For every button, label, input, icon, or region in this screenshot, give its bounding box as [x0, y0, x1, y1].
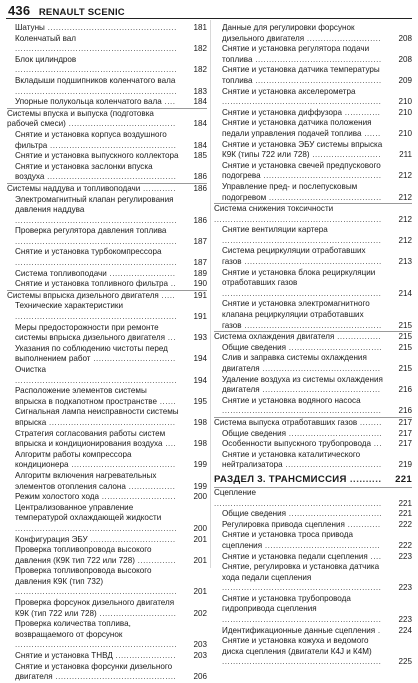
toc-entry — [7, 651, 207, 662]
toc-page-number: 222 — [398, 540, 412, 550]
toc-entry — [214, 552, 412, 563]
toc-page-number: 210 — [398, 107, 412, 117]
toc-page-number: 183 — [193, 86, 207, 96]
dot-leader: ............................ — [96, 608, 177, 618]
dot-leader: ............................................................. — [214, 214, 382, 224]
toc-entry-title: Сцепление — [214, 487, 256, 497]
toc-entry — [214, 375, 412, 396]
dot-leader: ......................................... — [266, 192, 382, 202]
toc-page-number: 221 — [398, 509, 412, 519]
toc-page-number: 184 — [193, 97, 207, 107]
toc-page-number: 186 — [193, 183, 207, 193]
toc-page-number: 209 — [398, 75, 412, 85]
toc-page-number: 186 — [193, 215, 207, 225]
toc-entry — [7, 55, 207, 76]
dot-leader: ........................................... — [260, 171, 382, 181]
toc-entry — [214, 429, 412, 440]
toc-page-number: 208 — [398, 33, 412, 43]
dot-leader: .............. — [134, 555, 177, 565]
toc-page-number: 190 — [193, 279, 207, 289]
toc-entry-title: Алгоритм включения нагревательных элементов отопления салона — [15, 470, 157, 491]
dot-leader: ........................................................... — [15, 640, 178, 650]
toc-entry-title: Коленчатый вал — [15, 33, 76, 43]
toc-entry — [7, 301, 207, 322]
dot-leader: .......................................... — [262, 540, 381, 550]
toc-page-number: 214 — [398, 288, 412, 298]
toc-entry — [214, 562, 412, 594]
toc-entry-title: Упорные полукольца коленчатого вала — [15, 97, 162, 107]
dot-leader: .................................................. — [241, 320, 382, 330]
toc-page-number: 212 — [398, 235, 412, 245]
toc-page-number: 215 — [398, 364, 412, 373]
toc-page-number: 199 — [193, 481, 207, 491]
toc-page-number: 186 — [193, 172, 207, 182]
dot-leader: .................................. — [286, 428, 383, 438]
toc-entry — [214, 65, 412, 86]
dot-leader: ...... — [361, 128, 381, 138]
toc-entry-title: Проверка регулятора давления топлива — [15, 226, 167, 236]
toc-entry — [7, 535, 207, 546]
toc-entry-title: Особенности выпускного трубопровода — [222, 439, 372, 449]
dot-leader: ............................................... — [44, 172, 177, 182]
toc-entry-title: Снятие и установка форсунки дизельного двигателя — [15, 661, 173, 682]
toc-page-number: 212 — [398, 214, 412, 224]
toc-entry — [214, 140, 412, 161]
toc-entry-title: Снятие и установка корпуса воздушного фильтра — [15, 129, 167, 150]
toc-entry-title: Снятие и установка турбокомпрессора — [15, 247, 162, 257]
toc-entry-title: Система охлаждения двигателя — [214, 332, 335, 342]
toc-entry-title: Снятие и установка троса привода сцепления — [222, 530, 353, 550]
toc-entry-title: Снятие и установка водяного насоса — [222, 395, 361, 405]
toc-entry-title: Алгоритм работы компрессора кондиционера — [15, 449, 132, 470]
dot-leader: .......................................................... — [222, 657, 382, 667]
toc-entry-title: РАЗДЕЛ 3. ТРАНСМИССИЯ — [214, 473, 347, 485]
toc-page-number: 210 — [398, 97, 412, 107]
toc-entry-title: Проверка количества топлива, возвращаемого от форсунок — [15, 619, 131, 639]
toc-page-number: 203 — [193, 651, 207, 661]
dot-leader: ...... — [157, 396, 177, 406]
toc-entry — [7, 195, 207, 227]
dot-leader: .............................................. — [46, 417, 176, 427]
toc-entry-title: Сигнальная лампа неисправности системы впрыска — [15, 407, 179, 427]
toc-entry — [7, 619, 207, 651]
toc-entry — [7, 279, 207, 290]
toc-page-number: 198 — [193, 439, 207, 449]
toc-page-number: 203 — [193, 640, 207, 650]
toc-entry — [214, 626, 412, 637]
toc-entry-title: Система снижения токсичности — [214, 204, 334, 214]
toc-entry — [214, 353, 412, 374]
toc-entry-title: Снятие вентиляции картера — [222, 225, 328, 235]
toc-entry-title: Общие сведения — [222, 428, 287, 438]
toc-entry-title: Снятие и установка датчика температуры топлива — [222, 65, 380, 85]
dot-leader: ............................................ — [52, 672, 177, 682]
toc-entry-title: Системы впуска и выпуска (подготовка рабочей смеси) — [7, 108, 154, 129]
toc-entry — [214, 530, 412, 551]
toc-page-number: 198 — [193, 417, 207, 427]
toc-entry-title: Удаление воздуха из системы охлаждения двигателя — [222, 374, 383, 395]
toc-page-number: 202 — [193, 608, 207, 618]
toc-entry-title: Снятие, регулировка и установка датчика хода педали сцепления — [222, 562, 380, 582]
toc-entry — [7, 503, 207, 535]
running-title: RENAULT SCENIC — [38, 7, 125, 18]
toc-right-column — [214, 23, 412, 668]
toc-page-number: 223 — [398, 615, 412, 625]
toc-entry-title: Система выпуска отработавших газов — [214, 417, 358, 427]
toc-page-number: 215 — [398, 332, 412, 342]
toc-entry-title: Снятие и установка ЭБУ системы впрыска К9К (типы 722 или 728) — [222, 139, 383, 160]
toc-section-heading — [214, 417, 412, 429]
toc-page-number: 201 — [193, 534, 207, 544]
toc-page-number: 191 — [193, 290, 207, 300]
toc-entry — [7, 226, 207, 247]
toc-entry-title: Проверка топливопровода высокого давления (К9К тип 722 или 728) — [15, 545, 152, 565]
dot-leader: .............................. — [90, 354, 176, 364]
toc-entry — [7, 429, 207, 450]
dot-leader: ............................... — [87, 534, 176, 544]
dot-leader: ........................................... — [259, 385, 381, 395]
toc-page-number: 208 — [398, 54, 412, 64]
dot-leader: ................ — [334, 332, 382, 342]
toc-entry — [7, 76, 207, 97]
toc-entry-title: Регулировка привода сцепления — [222, 519, 345, 529]
dot-leader: ........ — [357, 417, 382, 427]
toc-page-number: 194 — [193, 354, 207, 364]
toc-page-number: 189 — [193, 268, 207, 278]
toc-entry — [214, 439, 412, 450]
toc-page-number: 212 — [398, 171, 412, 181]
toc-section-heading — [7, 290, 207, 302]
dot-leader: .............................................. — [252, 54, 382, 64]
page-header — [8, 3, 125, 18]
toc-page-number: 199 — [193, 460, 207, 470]
dot-leader: ........................................................... — [15, 236, 178, 246]
toc-entry-title: Снятие и установка регулятора подачи топлива — [222, 44, 370, 64]
toc-entry-title: Очистка — [15, 365, 47, 374]
toc-entry — [7, 545, 207, 566]
toc-entry-title: Снятие и установка трубопровода гидропривода сцепления — [222, 593, 351, 614]
toc-page-number: 215 — [398, 320, 412, 330]
toc-page-number: 223 — [398, 551, 412, 561]
dot-leader: ............. — [341, 107, 381, 117]
dot-leader: ........................................................... — [15, 375, 178, 385]
dot-leader: ........................ — [106, 268, 176, 278]
toc-part-heading — [214, 473, 412, 487]
dot-leader: ...................... — [112, 651, 177, 661]
toc-page-number: 200 — [193, 523, 207, 533]
dot-leader: ......................... — [309, 150, 381, 160]
dot-leader: .......................................................... — [222, 406, 382, 416]
dot-leader: ................................... — [282, 460, 382, 470]
toc-entry — [214, 118, 412, 139]
dot-leader: .... — [162, 439, 177, 449]
toc-entry — [7, 492, 207, 503]
toc-entry-title: Стратегия согласования работы систем впрыска и кондиционирования воздуха — [15, 428, 166, 449]
toc-entry-title: Системы наддува и топливоподачи — [7, 183, 141, 193]
toc-page-number: 182 — [193, 44, 207, 54]
toc-entry-title: Режим холостого хода — [15, 492, 99, 502]
toc-entry — [214, 636, 412, 668]
toc-entry — [214, 23, 412, 44]
toc-entry — [214, 343, 412, 354]
toc-entry-title: Снятие и установка заслонки впуска воздуха — [15, 161, 153, 182]
toc-entry-title: Снятие и установка ТНВД — [15, 651, 113, 661]
toc-page-number: 195 — [193, 396, 207, 406]
toc-entry-title: Общие сведения — [222, 342, 287, 352]
page-number: 436 — [8, 3, 31, 18]
toc-entry — [7, 598, 207, 619]
toc-page-number: 221 — [398, 498, 412, 508]
toc-entry-title: Снятие и установка педали сцепления — [222, 551, 368, 561]
header-rule — [6, 18, 412, 19]
toc-page-number: 184 — [193, 140, 207, 150]
toc-entry — [7, 97, 207, 108]
toc-section-heading — [214, 203, 412, 225]
dot-leader: ........................................................... — [15, 587, 178, 597]
toc-entry — [7, 269, 207, 280]
toc-entry-title: Технические характеристики — [15, 301, 123, 311]
toc-entry — [7, 151, 207, 162]
dot-leader: .......................................................... — [222, 615, 382, 625]
dot-leader: .......................................................... — [222, 288, 382, 298]
toc-page-number: 212 — [398, 192, 412, 202]
toc-page-number: 216 — [398, 385, 412, 395]
toc-entry — [7, 34, 207, 55]
toc-page-number: 217 — [398, 428, 412, 438]
toc-entry-title: Меры предосторожности при ремонте системы впрыска дизельного двигателя — [15, 322, 166, 343]
toc-entry-title: Проверка форсунок дизельного двигателя К9К (тип 722 или 728) — [15, 598, 175, 618]
dot-leader: .......................................................... — [222, 235, 382, 245]
toc-entry-title: Управление пред- и послепусковым подогревом — [222, 181, 358, 202]
toc-entry-title: Расположение элементов системы впрыска в подкапотном пространстве — [15, 386, 157, 406]
toc-entry-title: Система топливоподачи — [15, 268, 107, 278]
toc-entry-title: Централизованное управление температурой охлаждающей жидкости — [15, 502, 162, 523]
toc-page-number: 217 — [398, 439, 412, 449]
toc-entry-title: Общие сведения — [222, 509, 287, 519]
toc-entry — [7, 566, 207, 598]
toc-page-number: 221 — [395, 473, 412, 485]
dot-leader: ....................................... — [65, 119, 176, 129]
toc-entry — [7, 130, 207, 151]
dot-leader: ........................................... — [259, 364, 381, 373]
dot-leader: ........................... — [99, 492, 176, 502]
toc-entry-title: Снятие и установка кожуха и ведомого диска сцепления (двигатели К4J и К4М) — [222, 636, 372, 656]
column-divider — [210, 20, 211, 568]
toc-entry — [7, 344, 207, 365]
toc-entry — [7, 407, 207, 428]
dot-leader: .................................. — [286, 509, 383, 519]
dot-leader: ... — [165, 333, 177, 343]
toc-entry — [214, 246, 412, 267]
toc-entry — [7, 471, 207, 492]
toc-page-number: 213 — [398, 257, 412, 267]
toc-entry-title: Снятие и установка свечей предпускового подогрева — [222, 160, 381, 181]
toc-page-number: 194 — [193, 375, 207, 385]
toc-page-number: 181 — [193, 23, 207, 32]
toc-page-number: 223 — [398, 583, 412, 593]
toc-entry-title: Проверка топливопровода высокого давления К9К (тип 732) — [15, 566, 152, 586]
toc-page-number: 217 — [398, 417, 412, 427]
toc-entry — [7, 323, 207, 344]
toc-entry — [7, 247, 207, 268]
toc-entry — [214, 450, 412, 471]
dot-leader: ........................................................... — [15, 65, 178, 75]
dot-leader: ........................................................... — [15, 312, 178, 322]
toc-entry-title: Снятие и установка блока рециркуляции отработавших газов — [222, 267, 376, 288]
toc-page-number: 216 — [398, 406, 412, 416]
dot-leader: .... — [367, 551, 382, 561]
toc-entry-title: Снятие и установка топливного фильтра — [15, 279, 169, 289]
toc-entry-title: Данные для регулировки форсунок дизельного двигателя — [222, 23, 355, 43]
toc-entry-title: Блок цилиндров — [15, 54, 77, 64]
toc-entry — [214, 594, 412, 626]
toc-entry-title: Указания по соблюдению чистоты перед выполнением работ — [15, 343, 168, 364]
toc-entry — [214, 108, 412, 119]
dot-leader: ........................... — [304, 33, 382, 43]
toc-entry-title: Снятие и установка датчика положения педали управления подачей топлива — [222, 118, 372, 138]
toc-entry — [7, 162, 207, 183]
toc-entry — [214, 396, 412, 417]
toc-page-number: 206 — [193, 672, 207, 682]
toc-page-number: 219 — [398, 460, 412, 470]
toc-page-number: 201 — [193, 555, 207, 565]
toc-entry — [214, 520, 412, 531]
toc-page-number: 187 — [193, 258, 207, 268]
toc-entry — [7, 386, 207, 407]
toc-section-heading — [7, 108, 207, 130]
toc-entry — [7, 662, 207, 683]
dot-leader: .. — [168, 279, 177, 289]
toc-entry-title: Электромагнитный клапан регулирования давления наддува — [15, 194, 174, 215]
toc-entry-title: Снятие и установка диффузора — [222, 107, 342, 117]
dot-leader: ............ — [344, 519, 381, 529]
toc-entry — [214, 268, 412, 300]
dot-leader: ............ — [140, 183, 177, 193]
dot-leader: ........................................................... — [15, 523, 178, 533]
dot-leader: ...................................... — [68, 460, 176, 470]
dot-leader: .... — [161, 97, 176, 107]
toc-page-number: 193 — [193, 333, 207, 343]
toc-entry-title: Система рециркуляции отработавших газов — [222, 246, 366, 267]
toc-entry — [7, 450, 207, 471]
toc-left-column — [7, 23, 207, 683]
toc-section-heading — [214, 331, 412, 343]
dot-leader: ........................................................... — [15, 258, 178, 268]
dot-leader: .......................................................... — [222, 97, 382, 107]
toc-entry-title: Системы впрыска дизельного двигателя — [7, 290, 159, 300]
dot-leader: .......... — [346, 473, 382, 485]
toc-page-number: 200 — [193, 492, 207, 502]
dot-leader: ............................................................. — [214, 498, 382, 508]
toc-page-number: 184 — [193, 119, 207, 129]
toc-entry-title: Снятие и установка акселерометра — [222, 86, 356, 96]
toc-entry-title: Снятие и установка выпускного коллектора — [15, 151, 179, 161]
toc-page-number: 211 — [399, 150, 412, 160]
dot-leader: ................. — [125, 481, 176, 491]
toc-page-number: 201 — [193, 587, 207, 597]
dot-leader: .............................................. — [252, 75, 382, 85]
toc-entry-title: Снятие и установка каталитического нейтрализатора — [222, 449, 361, 470]
dot-leader: .......................................................... — [222, 583, 382, 593]
toc-entry — [214, 509, 412, 520]
toc-page-number: 185 — [193, 151, 207, 161]
toc-entry — [214, 299, 412, 331]
dot-leader: ........................................................... — [15, 215, 178, 225]
toc-entry-title: Идентификационные данные сцепления — [222, 625, 376, 635]
toc-section-heading — [7, 183, 207, 195]
dot-leader: ........................................................... — [15, 44, 178, 54]
dot-leader: .................................................. — [241, 257, 382, 267]
dot-leader: ........................................................... — [15, 86, 178, 96]
toc-entry — [214, 44, 412, 65]
toc-page-number: 187 — [193, 236, 207, 246]
toc-page-number: 222 — [398, 519, 412, 529]
toc-entry — [7, 23, 207, 34]
toc-entry — [214, 161, 412, 182]
dot-leader: .............................................. — [47, 140, 177, 150]
toc-entry-title: Снятие и установка электромагнитного клапана рециркуляции отработавших газов — [222, 299, 370, 330]
dot-leader: ..... — [158, 290, 176, 300]
dot-leader: ............................................... — [44, 23, 177, 32]
toc-section-heading — [214, 487, 412, 509]
toc-entry-title: Шатуны — [15, 23, 45, 32]
toc-page-number: 215 — [398, 342, 412, 352]
toc-page-number: 210 — [398, 128, 412, 138]
dot-leader: . — [375, 625, 381, 635]
toc-page-number: 224 — [398, 625, 412, 635]
toc-entry — [214, 182, 412, 203]
toc-entry — [214, 225, 412, 246]
toc-entry — [7, 365, 207, 386]
toc-entry — [214, 87, 412, 108]
toc-entry-title: Конфигурация ЭБУ — [15, 534, 88, 544]
toc-page-number: 182 — [193, 65, 207, 75]
toc-page-number: 191 — [193, 312, 207, 322]
toc-page-number: 225 — [398, 657, 412, 667]
dot-leader: .................................. — [286, 342, 383, 352]
dot-leader: ... — [371, 439, 383, 449]
toc-entry-title: Слив и заправка системы охлаждения двигателя — [222, 353, 367, 373]
toc-entry-title: Вкладыши подшипников коленчатого вала — [15, 75, 176, 85]
